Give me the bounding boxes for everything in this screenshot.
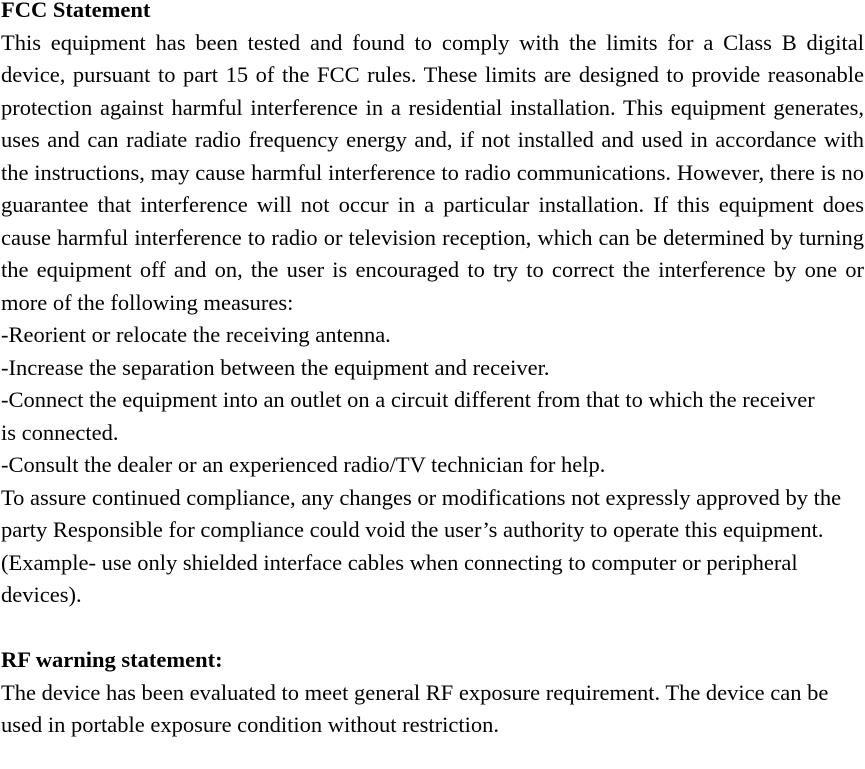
- fcc-intro-paragraph: This equipment has been tested and found to comply with the limits for a Class B digital device, pursuant to part 15 of the FCC rules. These limits are designed to provide reasonable protection against harmful interference in a residential installation. This equipment generates, uses and can radiate radio frequency energy and, if not installed and used in accordance with the instructions, may cause harmful interference to radio communications. However, there is no guarantee that interference will not occur in a particular installation. If this equipment does cause harmful interference to radio or television reception, which can be determined by turning the equipment off and on, the user is encouraged to try to correct the interference by one or more of the following measures:: [1, 29, 864, 315]
- section-spacer: [1, 612, 864, 645]
- rf-warning-section: [1, 644, 864, 742]
- measure-item-connect-outlet: -Connect the equipment into an outlet on a circuit different from that to which the receiver is connected.: [1, 387, 815, 445]
- fcc-statement-heading: FCC Statement: [1, 0, 151, 22]
- measure-item-reorient: -Reorient or relocate the receiving antenna.: [1, 322, 391, 347]
- rf-warning-heading: RF warning statement:: [1, 647, 223, 672]
- measure-item-consult-dealer: -Consult the dealer or an experienced radio/TV technician for help.: [1, 452, 606, 477]
- rf-warning-paragraph: The device has been evaluated to meet general RF exposure requirement. The device can be used in portable exposure condition without restriction.: [1, 679, 829, 737]
- measure-item-increase-separation: -Increase the separation between the equipment and receiver.: [1, 354, 550, 380]
- fcc-statement-section: [1, 0, 864, 612]
- compliance-paragraph: To assure continued compliance, any changes or modifications not expressly approved by the party Responsible for compliance could void the user’s authority to operate this equipment. (Example- use only shielded interface cables when connecting to computer or peripheral devices).: [1, 484, 842, 607]
- measures-list: [1, 319, 864, 482]
